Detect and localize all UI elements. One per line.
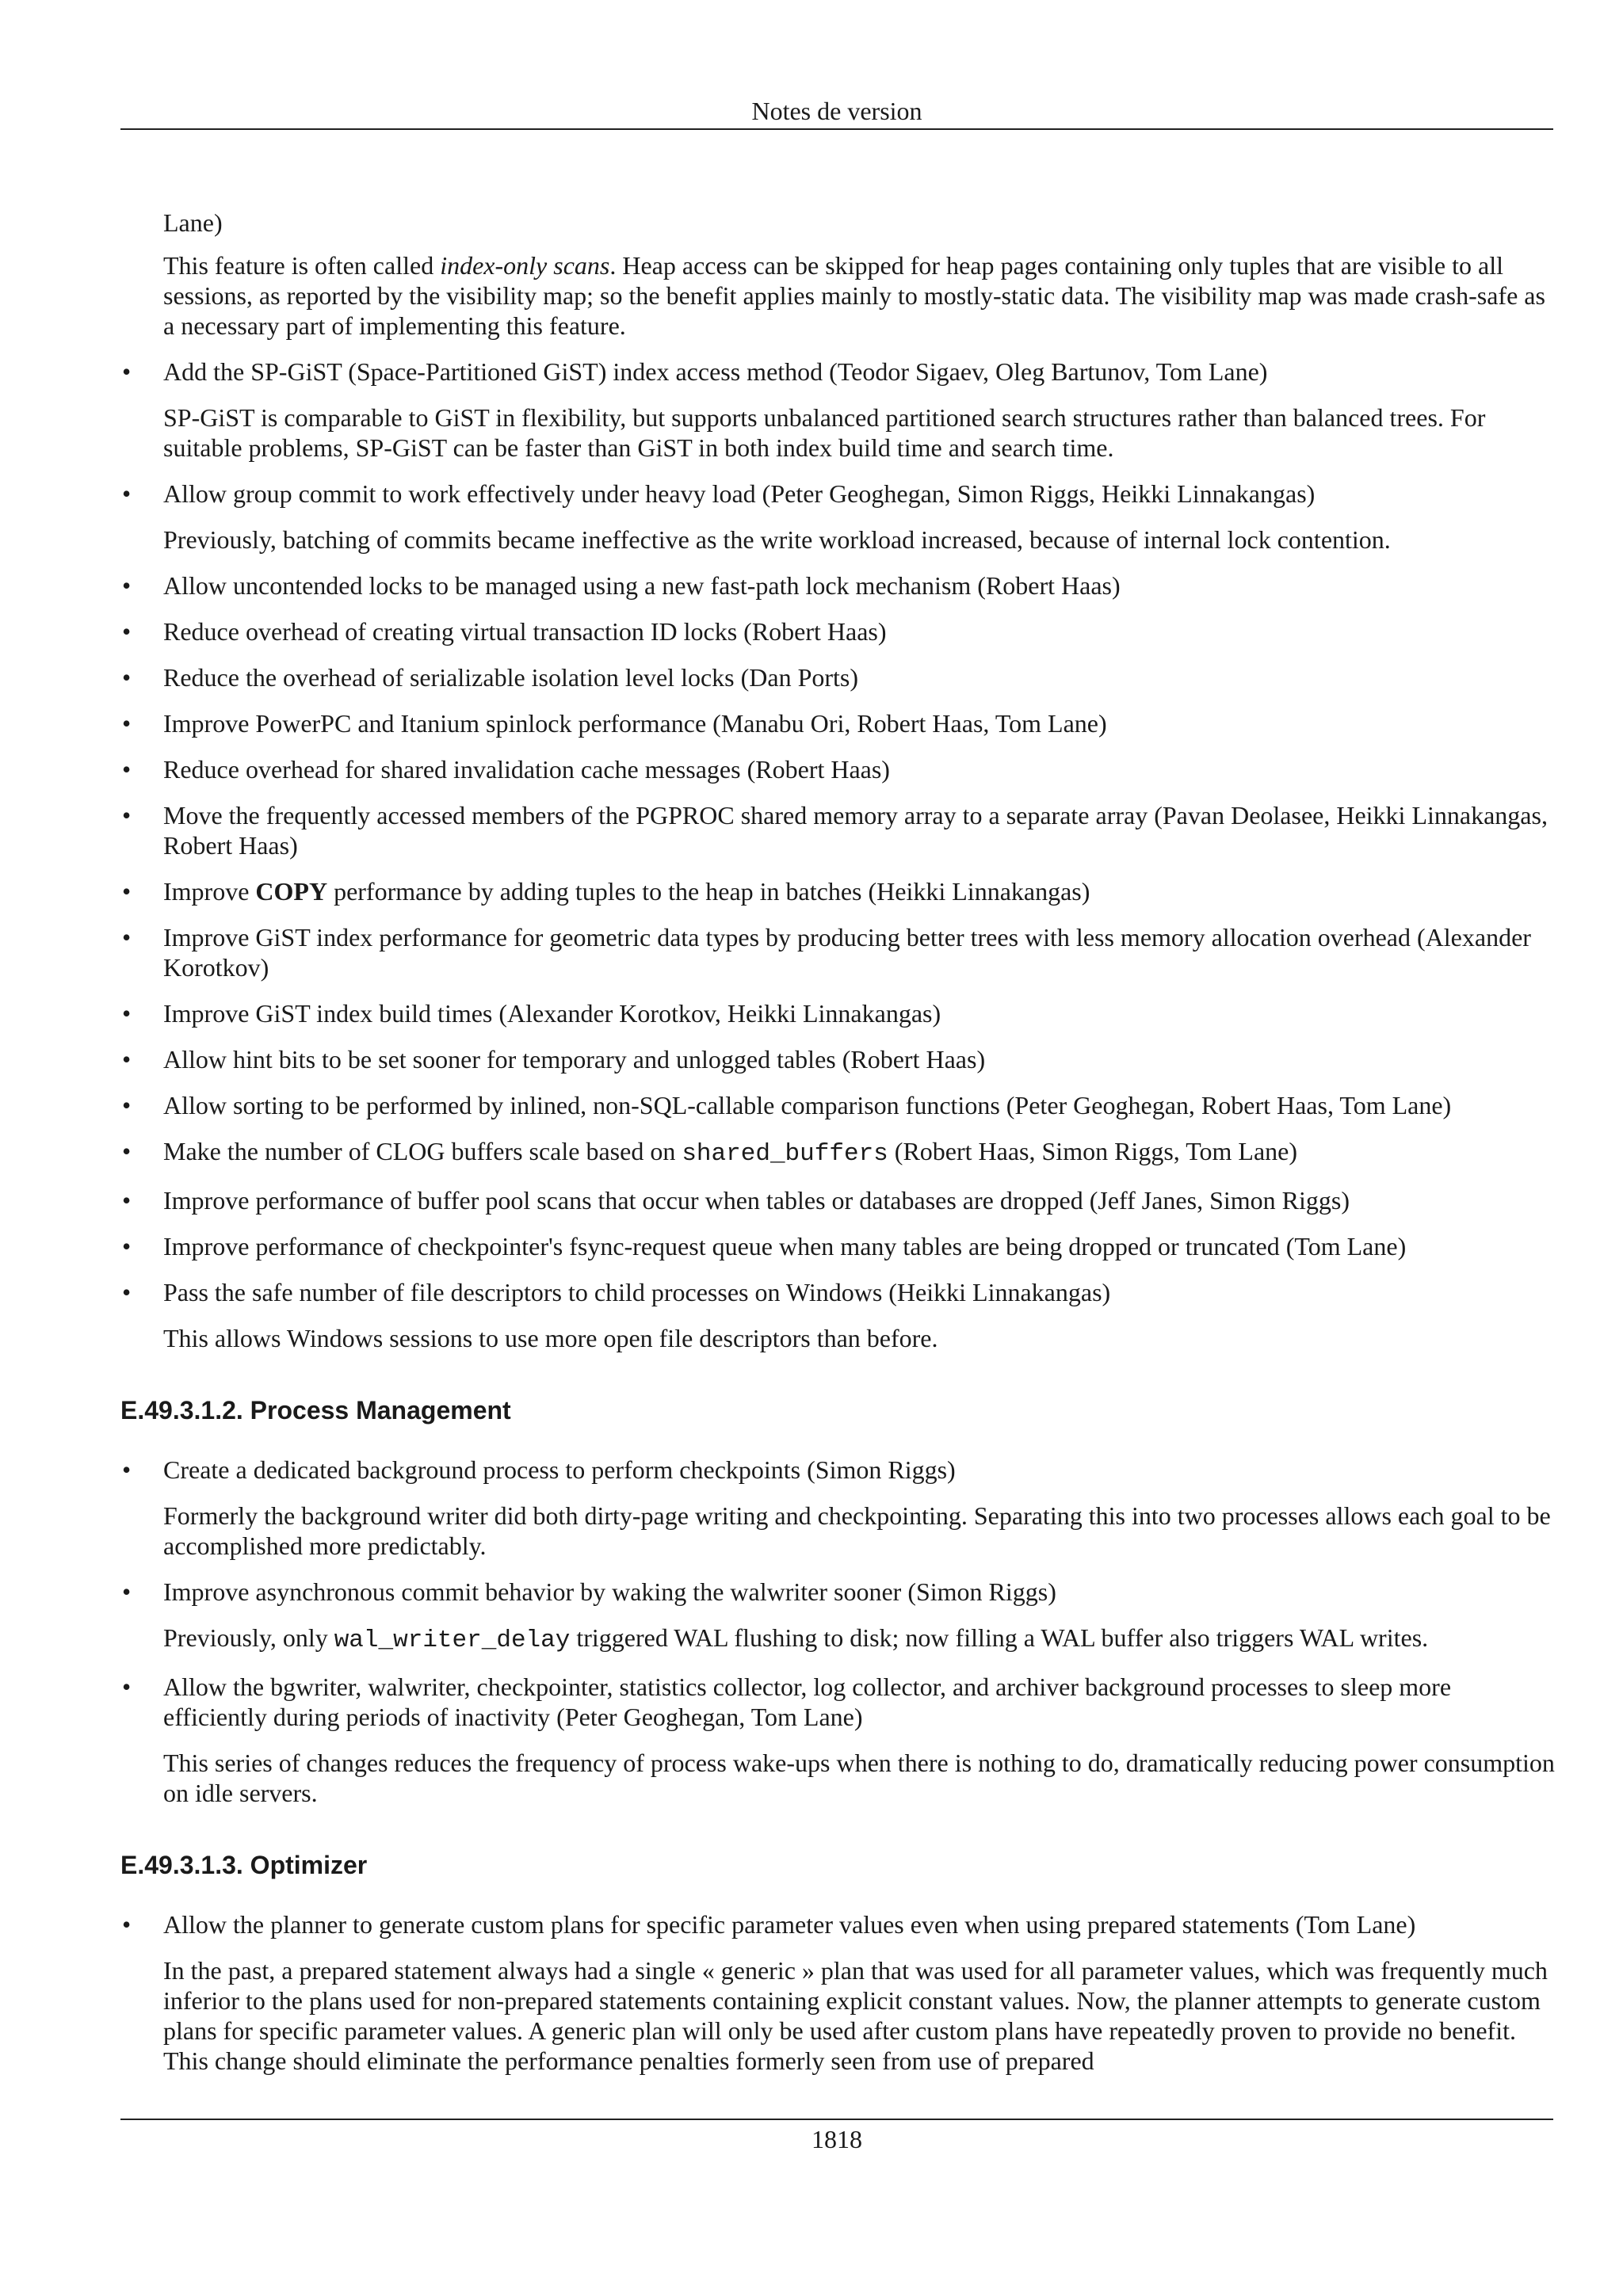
list-item <box>120 998 1555 1028</box>
index-only-scans-detail <box>163 250 1555 341</box>
list-item-text <box>163 876 1555 906</box>
section-heading-optimizer: E.49.3.1.3. Optimizer <box>120 1851 368 1879</box>
list-item <box>120 479 1555 509</box>
text-run: triggered WAL flushing to disk; now filling a WAL buffer also triggers WAL writes. <box>570 1623 1429 1652</box>
text-run: Previously, only <box>163 1623 334 1652</box>
bullet-icon: • <box>122 923 132 952</box>
bullet-icon: • <box>122 755 132 784</box>
list-item-text: Allow sorting to be performed by inlined, non-SQL-callable comparison functions (Peter Geoghegan, Robert Haas, Tom Lane) <box>163 1091 1452 1119</box>
list-item <box>120 357 1555 387</box>
list-item-text: Add the SP-GiST (Space-Partitioned GiST) index access method (Teodor Sigaev, Oleg Bartunov, Tom Lane) <box>163 357 1268 386</box>
command-name: COPY <box>255 877 328 906</box>
list-item-detail: Previously, batching of commits became ineffective as the write workload increased, because of internal lock contention. <box>163 525 1391 554</box>
bullet-icon: • <box>122 709 132 738</box>
bullet-icon: • <box>122 357 132 386</box>
list-item-text: Allow hint bits to be set sooner for temporary and unlogged tables (Robert Haas) <box>163 1045 986 1074</box>
page-number: 1818 <box>812 2125 862 2153</box>
bullet-icon: • <box>122 571 132 600</box>
config-parameter: wal_writer_delay <box>334 1627 571 1654</box>
list-item-text: Improve GiST index performance for geometric data types by producing better trees with less memory allocation overhead (Alexander Korotkov) <box>163 923 1531 982</box>
bullet-icon: • <box>122 1910 132 1939</box>
list-item <box>120 1277 1555 1307</box>
list-item-text: Allow the planner to generate custom plans for specific parameter values even when using prepared statements (Tom Lane) <box>163 1910 1416 1939</box>
bullet-icon: • <box>122 999 132 1028</box>
list-item-detail: This series of changes reduces the frequency of process wake-ups when there is nothing to do, dramatically reducing power consumption on idle servers. <box>163 1749 1555 1807</box>
page-content <box>120 208 1555 2092</box>
list-item <box>120 922 1555 982</box>
bullet-icon: • <box>122 1232 132 1261</box>
list-item-detail: In the past, a prepared statement always had a single « generic » plan that was used for all parameter values, which was frequently much inferior to the plans used for non-prepared statements containing explicit constant values. Now, the planner attempts to generate custom plans for specific parameter values. A generic plan will only be used after custom plans have repeatedly proven to provide no benefit. This change should eliminate the performance penalties formerly seen from use of prepared <box>163 1956 1548 2075</box>
list-item-text: Allow the bgwriter, walwriter, checkpointer, statistics collector, log collector, and archiver background processes to sleep more efficiently during periods of inactivity (Peter Geoghegan, Tom Lane) <box>163 1672 1452 1731</box>
list-item <box>120 616 1555 646</box>
list-item-text: Reduce overhead for shared invalidation cache messages (Robert Haas) <box>163 755 890 784</box>
list-item <box>120 1231 1555 1261</box>
list-item <box>120 1090 1555 1120</box>
list-item <box>120 1044 1555 1074</box>
bullet-icon: • <box>122 801 132 830</box>
list-item-detail: SP-GiST is comparable to GiST in flexibility, but supports unbalanced partitioned search structures rather than balanced trees. For suitable problems, SP-GiST can be faster than GiST in both index build time and search time. <box>163 403 1486 462</box>
text-run: (Robert Haas, Simon Riggs, Tom Lane) <box>888 1137 1297 1165</box>
text-run: . Heap access can be skipped for heap pages containing only tuples that are visible to all sessions, as reported by the visibility map; so the benefit applies mainly to mostly-static data. The visibility map was made crash-safe as a necessary part of implementing this feature. <box>163 251 1545 340</box>
list-item-text: Improve asynchronous commit behavior by waking the walwriter sooner (Simon Riggs) <box>163 1577 1056 1606</box>
list-item <box>120 1136 1555 1169</box>
running-header: Notes de version <box>751 97 922 125</box>
list-item <box>120 1455 1555 1485</box>
bullet-icon: • <box>122 1455 132 1484</box>
text-run: Improve <box>163 877 256 906</box>
bullet-icon: • <box>122 663 132 692</box>
bullet-icon: • <box>122 617 132 646</box>
footer-rule <box>120 2119 1553 2120</box>
list-item-text: Improve PowerPC and Itanium spinlock performance (Manabu Ori, Robert Haas, Tom Lane) <box>163 709 1107 738</box>
list-item <box>120 570 1555 601</box>
bullet-icon: • <box>122 479 132 508</box>
text-run: performance by adding tuples to the heap in batches (Heikki Linnakangas) <box>327 877 1090 906</box>
bullet-icon: • <box>122 877 132 906</box>
bullet-icon: • <box>122 1091 132 1119</box>
list-item <box>120 1577 1555 1607</box>
list-item <box>120 876 1555 906</box>
bullet-icon: • <box>122 1186 132 1215</box>
list-item-text: Allow group commit to work effectively under heavy load (Peter Geoghegan, Simon Riggs, Heikki Linnakangas) <box>163 479 1316 508</box>
continuation-line: Lane) <box>163 208 223 237</box>
emphasis-term: index-only scans <box>440 251 610 280</box>
list-item-text: Allow uncontended locks to be managed using a new fast-path lock mechanism (Robert Haas) <box>163 571 1121 600</box>
list-item-text: Reduce the overhead of serializable isolation level locks (Dan Ports) <box>163 663 859 692</box>
list-item-text: Pass the safe number of file descriptors to child processes on Windows (Heikki Linnakangas) <box>163 1278 1111 1306</box>
list-item-text: Improve performance of buffer pool scans that occur when tables or databases are dropped (Jeff Janes, Simon Riggs) <box>163 1186 1350 1215</box>
text-run: This feature is often called <box>163 251 441 280</box>
list-item-detail: Formerly the background writer did both dirty-page writing and checkpointing. Separating this into two processes allows each goal to be accomplished more predictably. <box>163 1501 1551 1560</box>
bullet-icon: • <box>122 1137 132 1165</box>
list-item <box>120 754 1555 784</box>
bullet-icon: • <box>122 1672 132 1701</box>
section-heading-process-management: E.49.3.1.2. Process Management <box>120 1396 511 1425</box>
text-run: Make the number of CLOG buffers scale based on <box>163 1137 682 1165</box>
list-item-text: Improve performance of checkpointer's fsync-request queue when many tables are being dropped or truncated (Tom Lane) <box>163 1232 1407 1261</box>
bullet-icon: • <box>122 1278 132 1306</box>
list-item-detail: This allows Windows sessions to use more open file descriptors than before. <box>163 1324 938 1352</box>
list-item-text: Improve GiST index build times (Alexander Korotkov, Heikki Linnakangas) <box>163 999 941 1028</box>
list-item <box>120 708 1555 738</box>
list-item <box>120 1185 1555 1215</box>
bullet-icon: • <box>122 1045 132 1074</box>
list-item <box>120 1672 1555 1732</box>
bullet-icon: • <box>122 1577 132 1606</box>
list-item-text: Create a dedicated background process to perform checkpoints (Simon Riggs) <box>163 1455 956 1484</box>
config-parameter: shared_buffers <box>682 1140 888 1168</box>
list-item-text: Move the frequently accessed members of the PGPROC shared memory array to a separate array (Pavan Deolasee, Heikki Linnakangas, Robert Haas) <box>163 801 1548 860</box>
list-item <box>120 662 1555 692</box>
list-item-text <box>163 1136 1555 1169</box>
list-item <box>120 800 1555 860</box>
header-rule <box>120 128 1553 130</box>
list-item-detail <box>163 1623 1555 1656</box>
list-item-text: Reduce overhead of creating virtual transaction ID locks (Robert Haas) <box>163 617 887 646</box>
list-item <box>120 1909 1555 1939</box>
